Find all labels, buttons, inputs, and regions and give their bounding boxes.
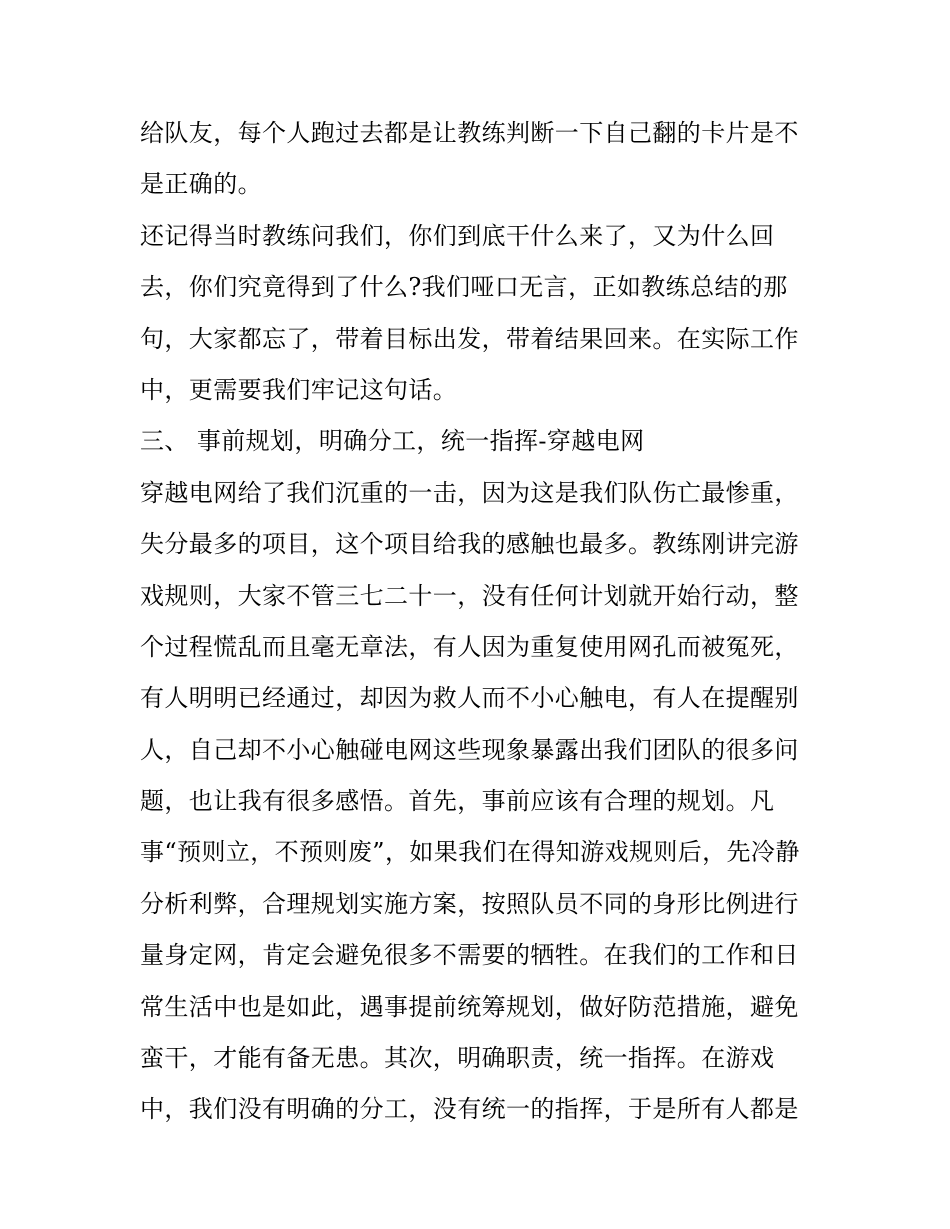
text-line: 个过程慌乱而且毫无章法，有人因为重复使用网孔而被冤死， <box>140 632 799 661</box>
text-line: 蛮干，才能有备无患。其次，明确职责，统一指挥。在游戏 <box>140 1044 775 1073</box>
text-line: 还记得当时教练问我们，你们到底干什么来了，又为什么回 <box>140 221 775 250</box>
text-line: 穿越电网给了我们沉重的一击，因为这是我们队伤亡最惨重， <box>140 478 799 507</box>
text-line: 去，你们究竟得到了什么?我们哑口无言，正如教练总结的那 <box>140 273 788 302</box>
text-line: 是正确的。 <box>140 170 262 199</box>
body-text <box>140 108 820 1136</box>
text-line: 给队友，每个人跑过去都是让教练判断一下自己翻的卡片是不 <box>140 119 799 147</box>
text-line: 句，大家都忘了，带着目标出发，带着结果回来。在实际工作 <box>140 324 799 353</box>
text-line: 人，自己却不小心触碰电网这些现象暴露出我们团队的很多问 <box>140 735 799 764</box>
text-line: 事“预则立，不预则废”，如果我们在得知游戏规则后，先冷静 <box>140 838 800 867</box>
text-line: 量身定网，肯定会避免很多不需要的牺牲。在我们的工作和日 <box>140 941 799 970</box>
text-line: 常生活中也是如此，遇事提前统筹规划，做好防范措施，避免 <box>140 992 799 1021</box>
text-line: 有人明明已经通过，却因为救人而不小心触电，有人在提醒别 <box>140 684 799 713</box>
section-heading: 三、 事前规划，明确分工，统一指挥-穿越电网 <box>140 427 645 456</box>
text-line: 中，我们没有明确的分工，没有统一的指挥，于是所有人都是 <box>140 1095 799 1124</box>
text-line: 戏规则，大家不管三七二十一，没有任何计划就开始行动，整 <box>140 581 799 610</box>
text-line: 分析利弊，合理规划实施方案，按照队员不同的身形比例进行 <box>140 889 799 918</box>
text-line: 失分最多的项目，这个项目给我的感触也最多。教练刚讲完游 <box>140 530 799 559</box>
text-line: 中，更需要我们牢记这句话。 <box>140 375 458 404</box>
text-line: 题，也让我有很多感悟。首先，事前应该有合理的规划。凡 <box>140 787 775 816</box>
